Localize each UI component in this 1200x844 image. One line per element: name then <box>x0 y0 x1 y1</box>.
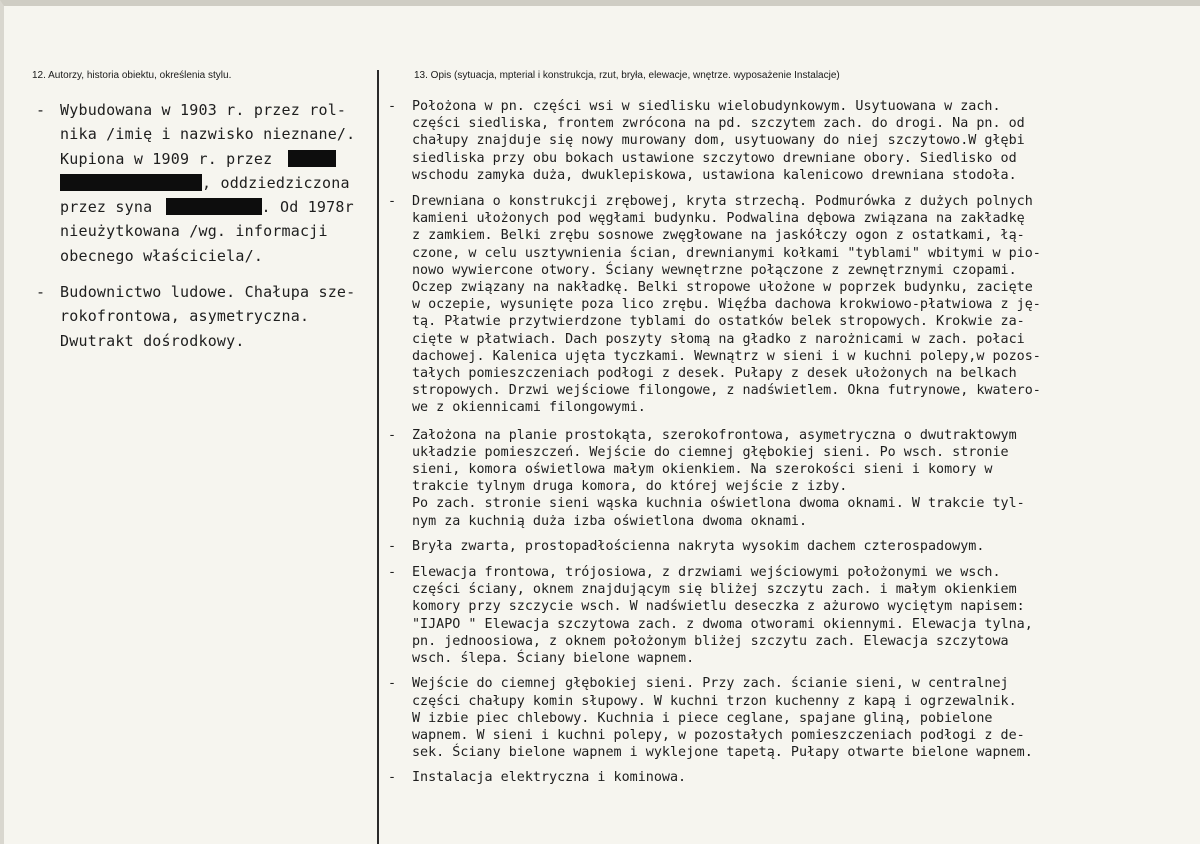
style-line: rokofrontowa, asymetryczna. <box>60 307 310 326</box>
dash-bullet: - <box>388 194 397 210</box>
dash-bullet: - <box>388 538 397 554</box>
description-line: "IJAPO " Elewacja szczytowa zach. z dwoma otworami okiennymi. Elewacja tylna, <box>412 616 1033 632</box>
dash-bullet: - <box>388 565 397 581</box>
description-line: dachowej. Kalenica ujęta tyczkami. Wewnątrz w sieni i w kuchni polepy,w pozos- <box>412 348 1041 364</box>
description-line: tałych pomieszczeniach podłogi z desek. Pułapy z desek ułożonych na belkach <box>412 366 1017 382</box>
description-line: trakcie tylnym druga komora, do której wejście z izby. <box>412 479 848 495</box>
description-line: wapnem. W sieni i kuchni polepy, w pozostałych pomieszczeniach podłogi z de- <box>412 727 1025 743</box>
history-entry <box>36 98 374 268</box>
description-line: cięte w płatwiach. Dach poszyty słomą na gładko z narożnicami w zach. połaci <box>412 331 1025 347</box>
section-13-header: 13. Opis (sytuacja, mpterial i konstrukcja, rzut, bryła, elewacje, wnętrze. wyposażenie Instalacje) <box>414 70 840 81</box>
description-line: we z okiennicami filongowymi. <box>412 400 646 416</box>
description-line: komory przy szczycie wsch. W nadświetlu deseczka z ażurowo wyciętym napisem: <box>412 599 1025 615</box>
description-line: nowo wywiercone otwory. Ściany wewnętrzne połączone z zewnętrznymi czopami. <box>412 262 1017 278</box>
history-line: obecnego właściciela/. <box>60 246 264 265</box>
section-12-header: 12. Autorzy, historia obiektu, określenia stylu. <box>32 70 232 81</box>
dash-bullet: - <box>388 427 397 443</box>
history-text: . Od 1978r <box>261 198 354 217</box>
description-line: w oczepie, wysunięte poza lico zrębu. Więźba dachowa krokwiowo-płatwiowa z ję- <box>412 297 1041 313</box>
description-line: Drewniana o konstrukcji zrębowej, kryta strzechą. Podmurówka z dużych polnych <box>412 194 1033 210</box>
dash-bullet: - <box>388 99 397 114</box>
dash-bullet: - <box>36 101 46 119</box>
description-line: Bryła zwarta, prostopadłościenna nakryta wysokim dachem czterospadowym. <box>412 538 985 554</box>
description-line: Po zach. stronie sieni wąska kuchnia oświetlona dwoma oknami. W trakcie tyl- <box>412 496 1025 512</box>
column-divider <box>377 70 379 844</box>
description-line: wschodu zamyka duża, dwuklepiskowa, ustawiona kalenicowo drewniana stodoła. <box>412 167 1017 183</box>
description-line: nym za kuchnią duża izba oświetlona dwoma oknami. <box>412 513 808 529</box>
history-line: nika /imię i nazwisko nieznane/. <box>60 125 356 144</box>
description-line: Położona w pn. części wsi w siedlisku wielobudynkowym. Usytuowana w zach. <box>412 99 1001 114</box>
description-line: sieni, komora oświetlowa małym okienkiem. Na szerokości sieni i komory w <box>412 462 993 478</box>
description-line: z zamkiem. Belki zrębu sosnowe zwęgłowane na jaskółczy ogon z ostatkami, łą- <box>412 228 1025 244</box>
description-line: stropowych. Drzwi wejściowe filongowe, z nadświetlem. Okna futrynowe, kwatero- <box>412 383 1041 399</box>
description-line: W izbie piec chlebowy. Kuchnia i piece ceglane, spajane gliną, pobielone <box>412 710 993 726</box>
description-line: kamieni ułożonych pod węgłami budynku. Podwalina dębowa związana na zakładkę <box>412 211 1025 227</box>
history-text: przez syna <box>60 198 153 217</box>
description-line: sek. Ściany bielone wapnem i wyklejone tapetą. Pułapy otwarte bielone wapnem. <box>412 745 1033 761</box>
dash-bullet: - <box>36 283 46 302</box>
description-line: części ściany, oknem znajdującym się bliżej szczytu zach. i małym okienkiem <box>412 582 1017 598</box>
description-line: wsch. ślepa. Ściany bielone wapnem. <box>412 651 695 667</box>
description-line: Elewacja frontowa, trójosiowa, z drzwiami wejściowymi położonymi we wsch. <box>412 565 1001 581</box>
history-line <box>60 147 374 171</box>
redaction-bar <box>60 174 202 191</box>
description-paragraph <box>388 538 1188 555</box>
description-line: siedliska przy obu bokach ustawione szczytowo drewniane obory. Siedlisko od <box>412 150 1017 166</box>
description-paragraph <box>388 675 1188 761</box>
dash-bullet: - <box>388 676 397 692</box>
style-line: Budownictwo ludowe. Chałupa sze- <box>60 283 356 302</box>
description-line: pn. jednoosiowa, z oknem położonym bliżej szczytu zach. Elewacja szczytowa <box>412 633 1009 649</box>
description-paragraph <box>388 564 1188 667</box>
history-line <box>60 171 374 195</box>
description-paragraph <box>388 98 1188 184</box>
description-line: Wejście do ciemnej głębokiej sieni. Przy zach. ścianie sieni, w centralnej <box>412 676 1009 692</box>
style-entry <box>36 280 374 353</box>
description-line: czone, w celu usztywnienia ścian, drewnianymi kołkami "tyblami" wbitymi w pio- <box>412 245 1041 261</box>
history-text: , oddziedziczona <box>202 173 350 192</box>
description-paragraph <box>388 193 1188 417</box>
description-paragraph <box>388 427 1188 530</box>
history-line: Wybudowana w 1903 r. przez rol- <box>60 101 347 119</box>
history-line <box>60 195 374 219</box>
section-13-content <box>388 98 1188 787</box>
section-12-content <box>36 98 374 353</box>
description-line: Instalacja elektryczna i kominowa. <box>412 770 687 786</box>
redaction-bar <box>166 198 262 215</box>
history-text: Kupiona w 1909 r. przez <box>60 149 273 168</box>
description-line: układzie pomieszczeń. Wejście do ciemnej głębokiej sieni. Po wsch. stronie <box>412 444 1009 460</box>
style-line: Dwutrakt dośrodkowy. <box>60 331 245 350</box>
description-line: Oczep związany na nakładkę. Belki stropowe ułożone w poprzek budynku, zacięte <box>412 280 1033 296</box>
redaction-bar <box>288 150 336 167</box>
description-line: części chałupy komin słupowy. W kuchni trzon kuchenny z kapą i ogrzewalnik. <box>412 693 1017 709</box>
description-line: tą. Płatwie przytwierdzone tyblami do ostatków belek stropowych. Krokwie za- <box>412 314 1025 330</box>
dash-bullet: - <box>388 770 397 786</box>
description-line: części siedliska, frontem zwrócona na pd. szczytem zach. do drogi. Na pn. od <box>412 116 1025 132</box>
description-line: chałupy znajduje się nowy murowany dom, usytuowany do niej szczytowo.W głębi <box>412 133 1025 149</box>
history-line: nieużytkowana /wg. informacji <box>60 222 328 241</box>
description-line: Założona na planie prostokąta, szerokofrontowa, asymetryczna o dwutraktowym <box>412 427 1017 443</box>
description-paragraph <box>388 769 1188 786</box>
